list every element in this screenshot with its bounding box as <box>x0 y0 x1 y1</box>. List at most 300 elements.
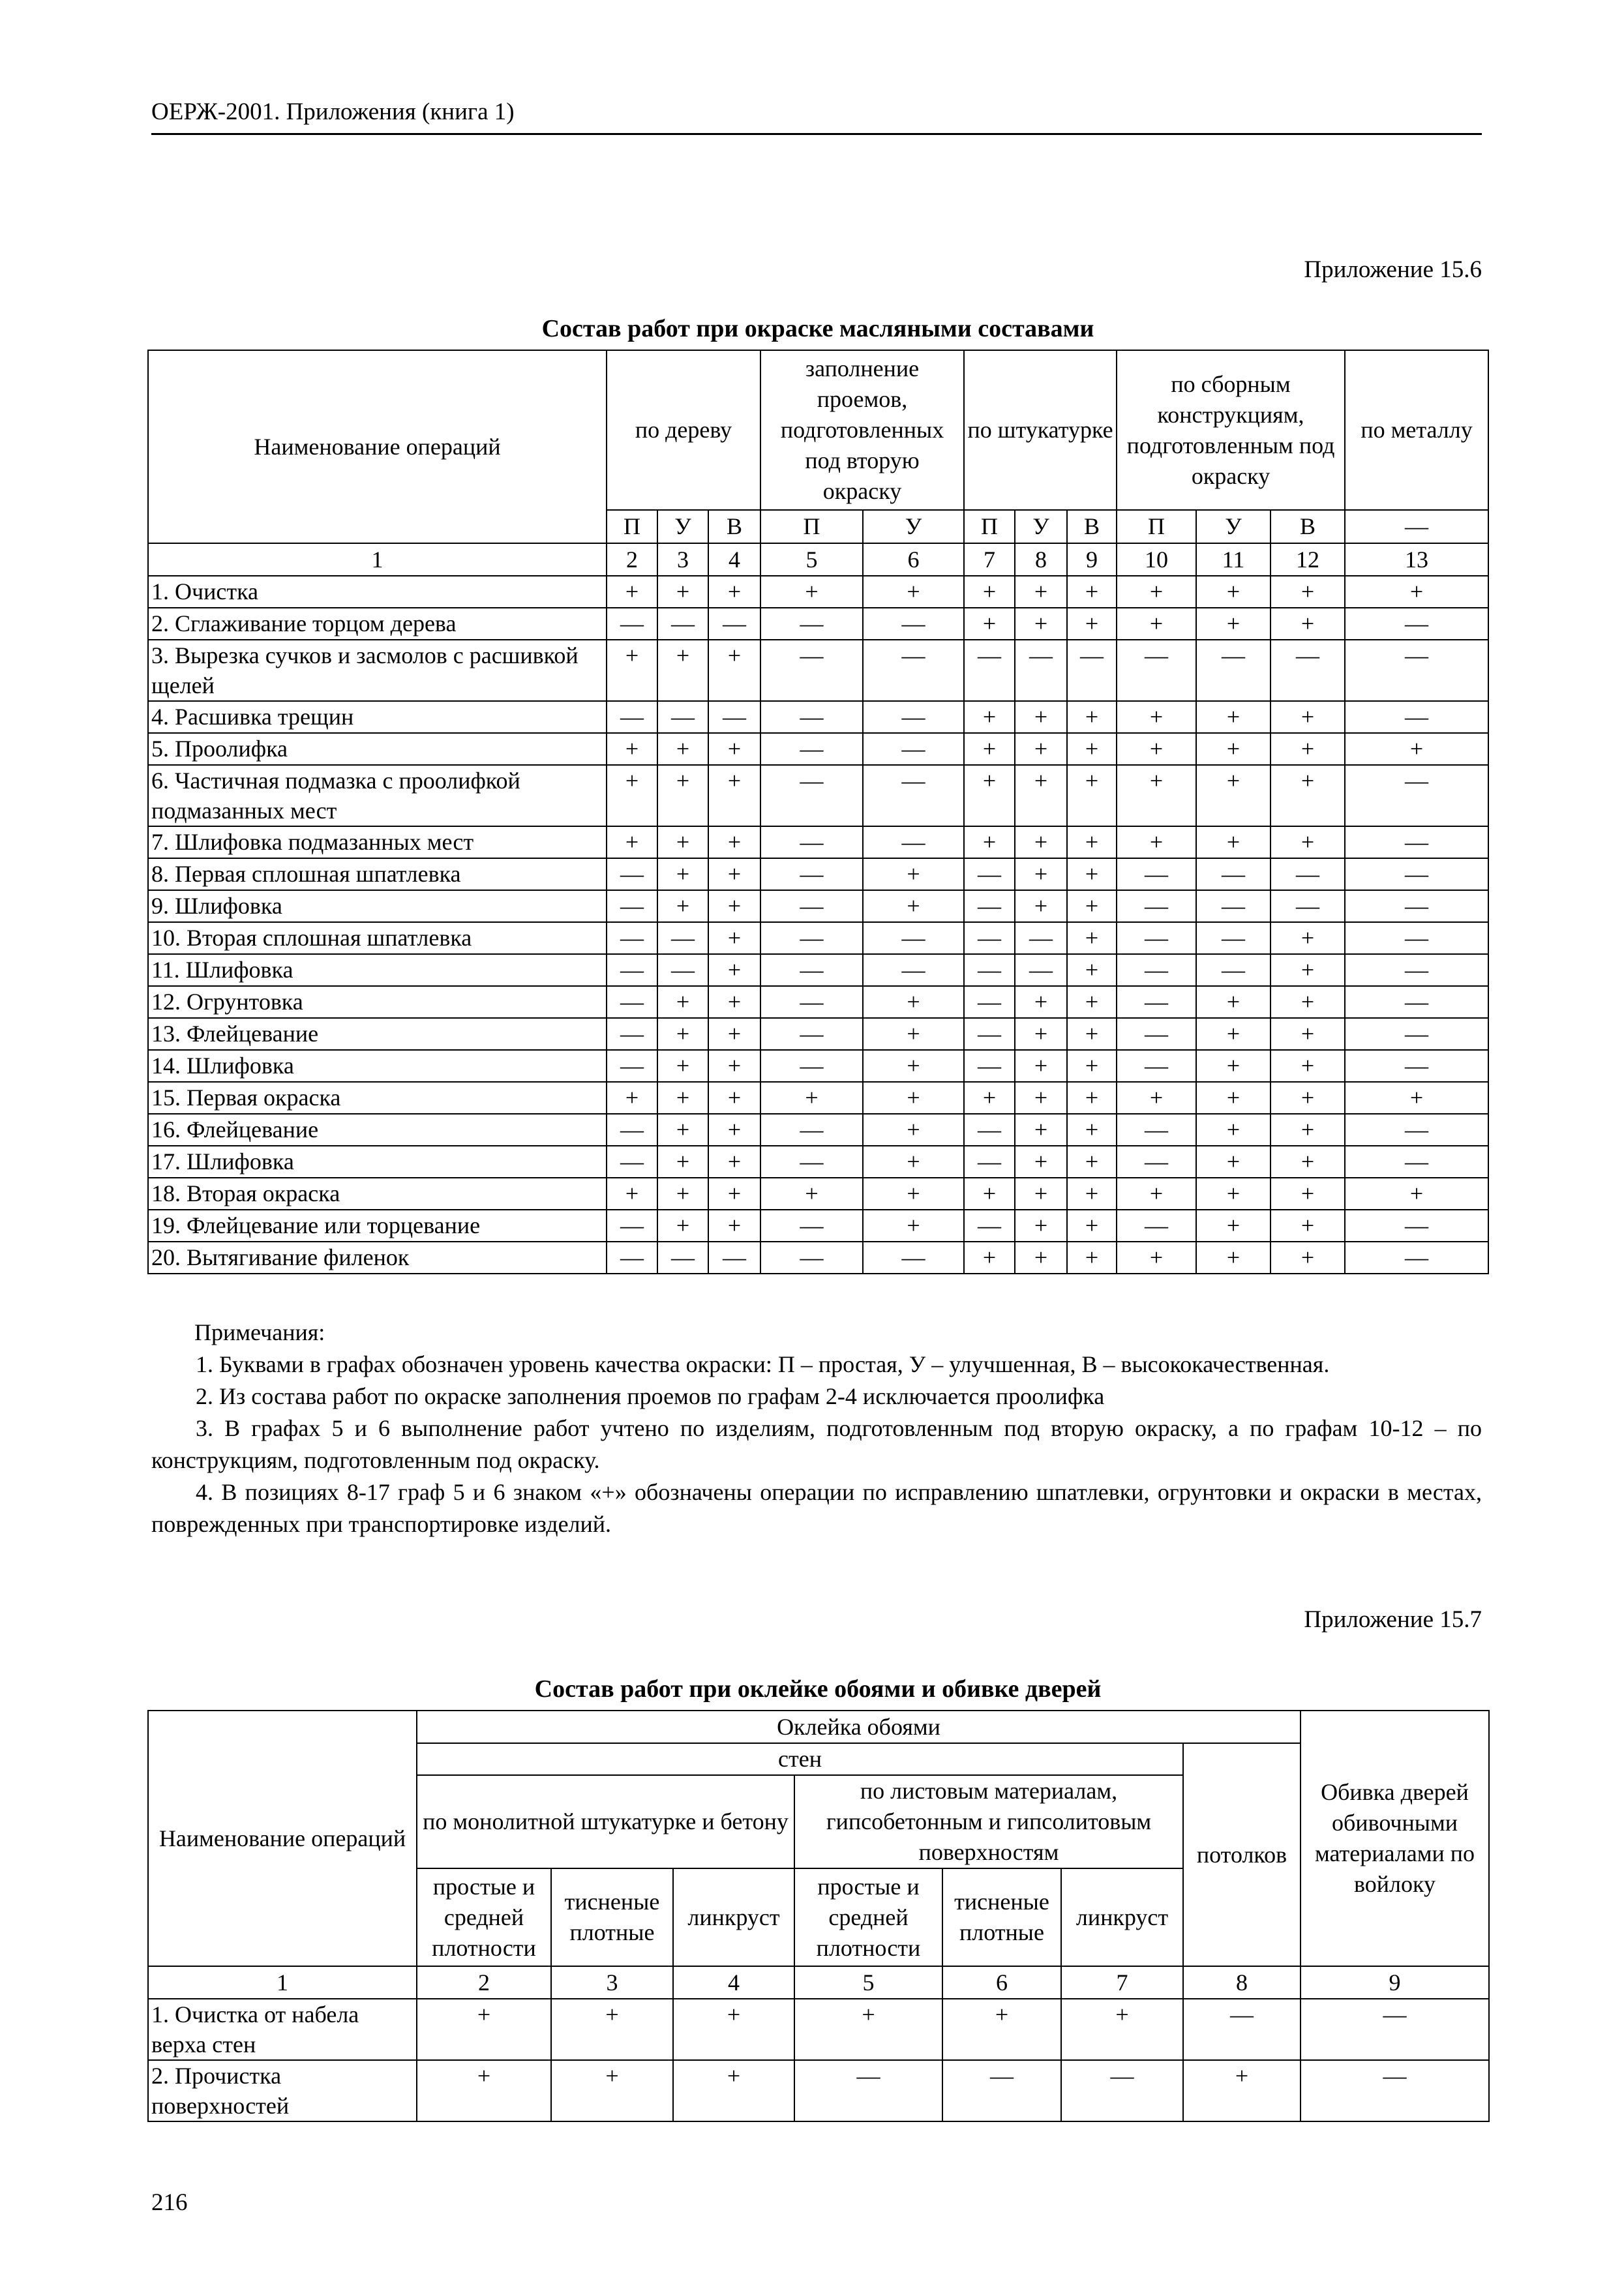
table-row <box>148 1242 1488 1274</box>
header-by-prefab: по сборным конструкциям, подготовленным под окраску <box>1117 350 1345 510</box>
header-ceilings: потолков <box>1183 1743 1301 1966</box>
table-cell: + <box>942 1999 1061 2060</box>
table-cell: — <box>1117 986 1196 1018</box>
table-cell: — <box>760 1242 863 1274</box>
table-cell: — <box>964 1050 1015 1082</box>
table-cell: — <box>1196 954 1271 986</box>
operation-name: 10. Вторая сплошная шпатлевка <box>148 922 607 954</box>
table-cell: + <box>1117 826 1196 858</box>
operation-name: 8. Первая сплошная шпатлевка <box>148 858 607 890</box>
page-number: 216 <box>151 2189 188 2216</box>
table-cell: + <box>1271 608 1345 640</box>
table-cell: + <box>708 826 760 858</box>
table-cell: + <box>1067 1114 1117 1146</box>
table-cell: + <box>708 1114 760 1146</box>
table-cell: + <box>1196 986 1271 1018</box>
table-painting-operations <box>147 350 1489 1274</box>
table-cell: + <box>708 922 760 954</box>
table-cell: + <box>1067 1082 1117 1114</box>
table-cell: + <box>1015 1082 1067 1114</box>
table-cell: + <box>1196 733 1271 765</box>
table-cell: — <box>1117 1050 1196 1082</box>
table-cell: + <box>863 1082 964 1114</box>
column-number: 1 <box>148 543 607 576</box>
column-number: 3 <box>657 543 708 576</box>
table-cell: — <box>1345 1114 1488 1146</box>
table-cell: — <box>1196 890 1271 922</box>
table-cell: + <box>760 576 863 608</box>
table-cell: + <box>1067 1146 1117 1178</box>
table-cell: + <box>657 733 708 765</box>
table-cell: + <box>1117 765 1196 826</box>
table-row <box>148 608 1488 640</box>
operation-name: 18. Вторая окраска <box>148 1178 607 1210</box>
table-cell: + <box>1196 576 1271 608</box>
column-number: 6 <box>942 1966 1061 1999</box>
operation-name: 3. Вырезка сучков и засмолов с расшивкой щелей <box>148 640 607 701</box>
table-cell: — <box>708 608 760 640</box>
table-cell: — <box>760 986 863 1018</box>
table-cell: — <box>863 1242 964 1274</box>
table-title-15-7: Состав работ при оклейке обоями и обивке дверей <box>534 1675 1102 1703</box>
table-cell: + <box>607 576 657 608</box>
column-number: 6 <box>863 543 964 576</box>
table-cell: — <box>964 890 1015 922</box>
operation-name: 9. Шлифовка <box>148 890 607 922</box>
table-cell: + <box>657 1050 708 1082</box>
header-sheet-materials: по листовым материалам, гипсобетонным и гипсолитовым поверхностям <box>794 1775 1183 1868</box>
table-cell: — <box>607 922 657 954</box>
table-cell: — <box>863 701 964 733</box>
table-cell: + <box>1067 1050 1117 1082</box>
table-cell: + <box>708 1018 760 1050</box>
table-cell: + <box>1067 890 1117 922</box>
table-cell: — <box>607 701 657 733</box>
column-number: 4 <box>673 1966 794 1999</box>
table-cell: — <box>1196 858 1271 890</box>
table-cell: + <box>794 1999 942 2060</box>
quality-level-header: — <box>1345 510 1488 543</box>
table-cell: — <box>1345 765 1488 826</box>
table-row <box>148 733 1488 765</box>
table-cell: + <box>673 2060 794 2121</box>
header-operation-name: Наименование операций <box>148 1711 417 1966</box>
table-row <box>148 826 1488 858</box>
table-cell: — <box>964 986 1015 1018</box>
table-cell: — <box>708 701 760 733</box>
column-number: 4 <box>708 543 760 576</box>
table-cell: + <box>964 576 1015 608</box>
table-cell: + <box>1117 701 1196 733</box>
table-title-15-6: Состав работ при окраске масляными составами <box>541 315 1094 342</box>
table-cell: + <box>1067 986 1117 1018</box>
quality-level-header: В <box>1067 510 1117 543</box>
table-cell: + <box>1196 1082 1271 1114</box>
table-cell: — <box>607 858 657 890</box>
notes-heading: Примечания: <box>194 1319 325 1345</box>
header-walls: стен <box>417 1743 1183 1775</box>
table-cell: — <box>1345 826 1488 858</box>
operation-name: 14. Шлифовка <box>148 1050 607 1082</box>
table-row <box>148 1178 1488 1210</box>
header-embossed: тисненые плотные <box>942 1868 1061 1966</box>
table-cell: — <box>1117 1210 1196 1242</box>
table-cell: — <box>760 1146 863 1178</box>
table-cell: + <box>1117 576 1196 608</box>
table-cell: + <box>1067 1178 1117 1210</box>
table-cell: + <box>1196 826 1271 858</box>
header-monolith: по монолитной штукатурке и бетону <box>417 1775 794 1868</box>
table-cell: — <box>1117 1146 1196 1178</box>
table-cell: + <box>863 576 964 608</box>
table-cell: + <box>708 1082 760 1114</box>
table-cell: — <box>760 1050 863 1082</box>
running-header: ОЕРЖ-2001. Приложения (книга 1) <box>151 98 515 125</box>
column-number: 8 <box>1183 1966 1301 1999</box>
table-cell: — <box>760 954 863 986</box>
table-cell: + <box>1015 701 1067 733</box>
table-cell: + <box>1271 1082 1345 1114</box>
table-cell: + <box>1345 576 1488 608</box>
table-cell: — <box>760 858 863 890</box>
column-number: 7 <box>1061 1966 1183 1999</box>
table-cell: — <box>1301 1999 1489 2060</box>
table-cell: + <box>1067 576 1117 608</box>
table-cell: — <box>1183 1999 1301 2060</box>
table-cell: + <box>863 1178 964 1210</box>
table-cell: + <box>657 890 708 922</box>
table-cell: + <box>1196 1050 1271 1082</box>
table-cell: — <box>964 1018 1015 1050</box>
table-cell: — <box>1117 954 1196 986</box>
table-cell: + <box>657 826 708 858</box>
table-cell: + <box>1067 1242 1117 1274</box>
quality-level-header: П <box>760 510 863 543</box>
table-cell: — <box>1015 922 1067 954</box>
header-simple: простые и средней плотности <box>417 1868 551 1966</box>
table-row <box>148 986 1488 1018</box>
table-row <box>148 701 1488 733</box>
table-cell: + <box>1015 1018 1067 1050</box>
operation-name: 5. Проолифка <box>148 733 607 765</box>
table-cell: — <box>1117 858 1196 890</box>
table-cell: + <box>607 826 657 858</box>
table-cell: + <box>863 1050 964 1082</box>
table-cell: — <box>1345 858 1488 890</box>
table-cell: + <box>1117 1242 1196 1274</box>
table-cell: + <box>657 858 708 890</box>
table-cell: — <box>760 890 863 922</box>
table-cell: + <box>863 1210 964 1242</box>
table-cell: — <box>1117 640 1196 701</box>
table-cell: + <box>1196 1146 1271 1178</box>
table-cell: + <box>1271 1178 1345 1210</box>
header-by-plaster: по штукатурке <box>964 350 1117 510</box>
operation-name: 7. Шлифовка подмазанных мест <box>148 826 607 858</box>
table-cell: + <box>1196 1178 1271 1210</box>
table-cell: + <box>1067 826 1117 858</box>
operation-name: 4. Расшивка трещин <box>148 701 607 733</box>
table-cell: + <box>760 1178 863 1210</box>
table-cell: + <box>1345 1082 1488 1114</box>
table-cell: + <box>708 858 760 890</box>
table-cell: — <box>863 922 964 954</box>
table-cell: — <box>760 826 863 858</box>
note-item: 1. Буквами в графах обозначен уровень качества окраски: П – простая, У – улучшенная, В – высококачественная. <box>196 1351 1330 1377</box>
table-cell: — <box>760 640 863 701</box>
table-cell: — <box>607 1242 657 1274</box>
table-cell: — <box>1345 701 1488 733</box>
table-cell: + <box>1067 1210 1117 1242</box>
table-cell: + <box>657 1210 708 1242</box>
table-cell: — <box>760 765 863 826</box>
note-item: 4. В позициях 8-17 граф 5 и 6 знаком «+» обозначены операции по исправлению шпатлевки, огрунтовки и окраски в местах, поврежденных при транспортировке изделий. <box>151 1479 1482 1537</box>
table-cell: + <box>1117 733 1196 765</box>
table-cell: — <box>863 733 964 765</box>
table-cell: + <box>1067 954 1117 986</box>
table-cell: — <box>760 1018 863 1050</box>
table-cell: + <box>708 1178 760 1210</box>
table-cell: + <box>1271 576 1345 608</box>
table-cell: + <box>1015 1242 1067 1274</box>
table-cell: — <box>607 986 657 1018</box>
quality-level-header: У <box>657 510 708 543</box>
table-cell: + <box>551 2060 673 2121</box>
table-cell: + <box>673 1999 794 2060</box>
table-cell: — <box>1345 608 1488 640</box>
notes-block <box>151 1317 1482 1540</box>
table-cell: + <box>964 1082 1015 1114</box>
table-cell: — <box>760 1210 863 1242</box>
quality-level-header: У <box>863 510 964 543</box>
table-cell: + <box>760 1082 863 1114</box>
table-cell: — <box>607 1146 657 1178</box>
table-cell: + <box>964 765 1015 826</box>
table-cell: — <box>1301 2060 1489 2121</box>
table-cell: + <box>1117 1178 1196 1210</box>
table-row <box>148 890 1488 922</box>
table-cell: + <box>417 1999 551 2060</box>
operation-name: 15. Первая окраска <box>148 1082 607 1114</box>
column-number: 8 <box>1015 543 1067 576</box>
table-cell: + <box>657 765 708 826</box>
header-by-wood: по дереву <box>607 350 760 510</box>
table-cell: + <box>1271 954 1345 986</box>
table-cell: — <box>1196 922 1271 954</box>
table-cell: + <box>1271 765 1345 826</box>
table-cell: + <box>708 1210 760 1242</box>
table-cell: + <box>1271 1242 1345 1274</box>
column-number: 9 <box>1301 1966 1489 1999</box>
table-cell: + <box>1015 890 1067 922</box>
header-openings: заполнение проемов, подготовленных под вторую окраску <box>760 350 964 510</box>
header-simple: простые и средней плотности <box>794 1868 942 1966</box>
table-cell: — <box>657 922 708 954</box>
table-row <box>148 1018 1488 1050</box>
table-cell: — <box>657 608 708 640</box>
table-cell: — <box>607 1114 657 1146</box>
table-cell: + <box>1015 986 1067 1018</box>
quality-level-header: П <box>964 510 1015 543</box>
column-number: 3 <box>551 1966 673 1999</box>
table-cell: + <box>708 576 760 608</box>
table-cell: — <box>942 2060 1061 2121</box>
table-cell: + <box>1067 858 1117 890</box>
table-cell: — <box>1117 1018 1196 1050</box>
quality-level-header: П <box>607 510 657 543</box>
table-cell: + <box>1271 922 1345 954</box>
table-cell: — <box>1196 640 1271 701</box>
table-cell: — <box>1271 890 1345 922</box>
table-wallpaper-operations <box>147 1710 1490 2122</box>
table-cell: — <box>657 701 708 733</box>
table-cell: — <box>760 733 863 765</box>
table-cell: + <box>964 701 1015 733</box>
table-cell: — <box>607 608 657 640</box>
table-cell: — <box>607 1050 657 1082</box>
table-cell: + <box>1271 1146 1345 1178</box>
table-cell: + <box>1271 1114 1345 1146</box>
table-cell: — <box>863 765 964 826</box>
table-cell: + <box>863 1018 964 1050</box>
table-cell: + <box>1015 1050 1067 1082</box>
quality-level-header: У <box>1015 510 1067 543</box>
table-row <box>148 1146 1488 1178</box>
table-cell: + <box>708 890 760 922</box>
table-row <box>148 922 1488 954</box>
table-cell: + <box>1015 608 1067 640</box>
column-number: 13 <box>1345 543 1488 576</box>
table-cell: — <box>1117 1114 1196 1146</box>
quality-level-header: У <box>1196 510 1271 543</box>
table-cell: — <box>1345 1050 1488 1082</box>
column-number: 12 <box>1271 543 1345 576</box>
table-cell: + <box>1345 733 1488 765</box>
table-cell: — <box>607 1210 657 1242</box>
table-cell: + <box>607 733 657 765</box>
table-cell: — <box>964 922 1015 954</box>
operation-name: 17. Шлифовка <box>148 1146 607 1178</box>
table-cell: — <box>1345 986 1488 1018</box>
header-wallpaper: Оклейка обоями <box>417 1711 1301 1743</box>
table-cell: — <box>1117 922 1196 954</box>
table-cell: — <box>964 1146 1015 1178</box>
table-cell: + <box>1271 1050 1345 1082</box>
table-cell: — <box>863 640 964 701</box>
operation-name: 11. Шлифовка <box>148 954 607 986</box>
table-cell: + <box>1183 2060 1301 2121</box>
table-cell: + <box>657 640 708 701</box>
operation-name: 1. Очистка от набела верха стен <box>148 1999 417 2060</box>
operation-name: 2. Прочистка поверхностей <box>148 2060 417 2121</box>
table-cell: — <box>863 608 964 640</box>
table-cell: + <box>708 1146 760 1178</box>
quality-level-header: П <box>1117 510 1196 543</box>
table-cell: — <box>1345 1242 1488 1274</box>
table-row <box>148 1050 1488 1082</box>
column-number: 10 <box>1117 543 1196 576</box>
column-number: 2 <box>417 1966 551 1999</box>
table-cell: — <box>1345 890 1488 922</box>
table-cell: + <box>1067 701 1117 733</box>
table-cell: + <box>863 890 964 922</box>
operation-name: 6. Частичная подмазка с проолифкой подмазанных мест <box>148 765 607 826</box>
table-cell: + <box>1015 1114 1067 1146</box>
operation-name: 19. Флейцевание или торцевание <box>148 1210 607 1242</box>
table-cell: + <box>863 858 964 890</box>
table-cell: + <box>708 986 760 1018</box>
table-cell: — <box>760 608 863 640</box>
table-cell: — <box>964 1114 1015 1146</box>
column-number: 5 <box>794 1966 942 1999</box>
table-cell: — <box>1015 954 1067 986</box>
table-cell: + <box>1015 576 1067 608</box>
table-cell: + <box>1271 986 1345 1018</box>
table-cell: + <box>1015 1146 1067 1178</box>
table-cell: + <box>708 640 760 701</box>
table-cell: + <box>1015 765 1067 826</box>
table-cell: — <box>760 1114 863 1146</box>
table-cell: + <box>1015 1210 1067 1242</box>
table-cell: + <box>1196 765 1271 826</box>
table-cell: + <box>607 1178 657 1210</box>
table-cell: + <box>1067 608 1117 640</box>
table-cell: + <box>964 826 1015 858</box>
table-cell: + <box>657 1114 708 1146</box>
table-cell: — <box>1345 922 1488 954</box>
table-cell: + <box>1196 1114 1271 1146</box>
table-cell: — <box>1067 640 1117 701</box>
table-cell: + <box>863 1146 964 1178</box>
table-cell: + <box>1196 1210 1271 1242</box>
table-cell: — <box>1271 858 1345 890</box>
header-operation-name: Наименование операций <box>148 350 607 543</box>
table-cell: + <box>657 986 708 1018</box>
column-number: 5 <box>760 543 863 576</box>
table-row <box>148 1210 1488 1242</box>
note-item: 2. Из состава работ по окраске заполнения проемов по графам 2-4 исключается проолифка <box>196 1383 1105 1409</box>
table-row <box>148 765 1488 826</box>
table-cell: + <box>607 1082 657 1114</box>
header-lincrusta: линкруст <box>673 1868 794 1966</box>
table-cell: + <box>1061 1999 1183 2060</box>
table-cell: + <box>964 1178 1015 1210</box>
column-number: 2 <box>607 543 657 576</box>
table-cell: + <box>1271 1210 1345 1242</box>
table-cell: — <box>657 954 708 986</box>
table-cell: — <box>794 2060 942 2121</box>
table-row <box>148 1082 1488 1114</box>
table-cell: + <box>607 640 657 701</box>
table-cell: + <box>607 765 657 826</box>
table-cell: + <box>657 1178 708 1210</box>
table-cell: + <box>1271 1018 1345 1050</box>
operation-name: 2. Сглаживание торцом дерева <box>148 608 607 640</box>
column-number: 7 <box>964 543 1015 576</box>
table-row <box>148 1999 1489 2060</box>
table-cell: + <box>1015 1178 1067 1210</box>
table-cell: + <box>1271 826 1345 858</box>
column-number: 9 <box>1067 543 1117 576</box>
header-embossed: тисненые плотные <box>551 1868 673 1966</box>
table-cell: — <box>657 1242 708 1274</box>
table-cell: + <box>1067 922 1117 954</box>
operation-name: 20. Вытягивание филенок <box>148 1242 607 1274</box>
table-cell: + <box>1196 1018 1271 1050</box>
table-row <box>148 858 1488 890</box>
table-cell: — <box>964 1210 1015 1242</box>
table-row <box>148 954 1488 986</box>
